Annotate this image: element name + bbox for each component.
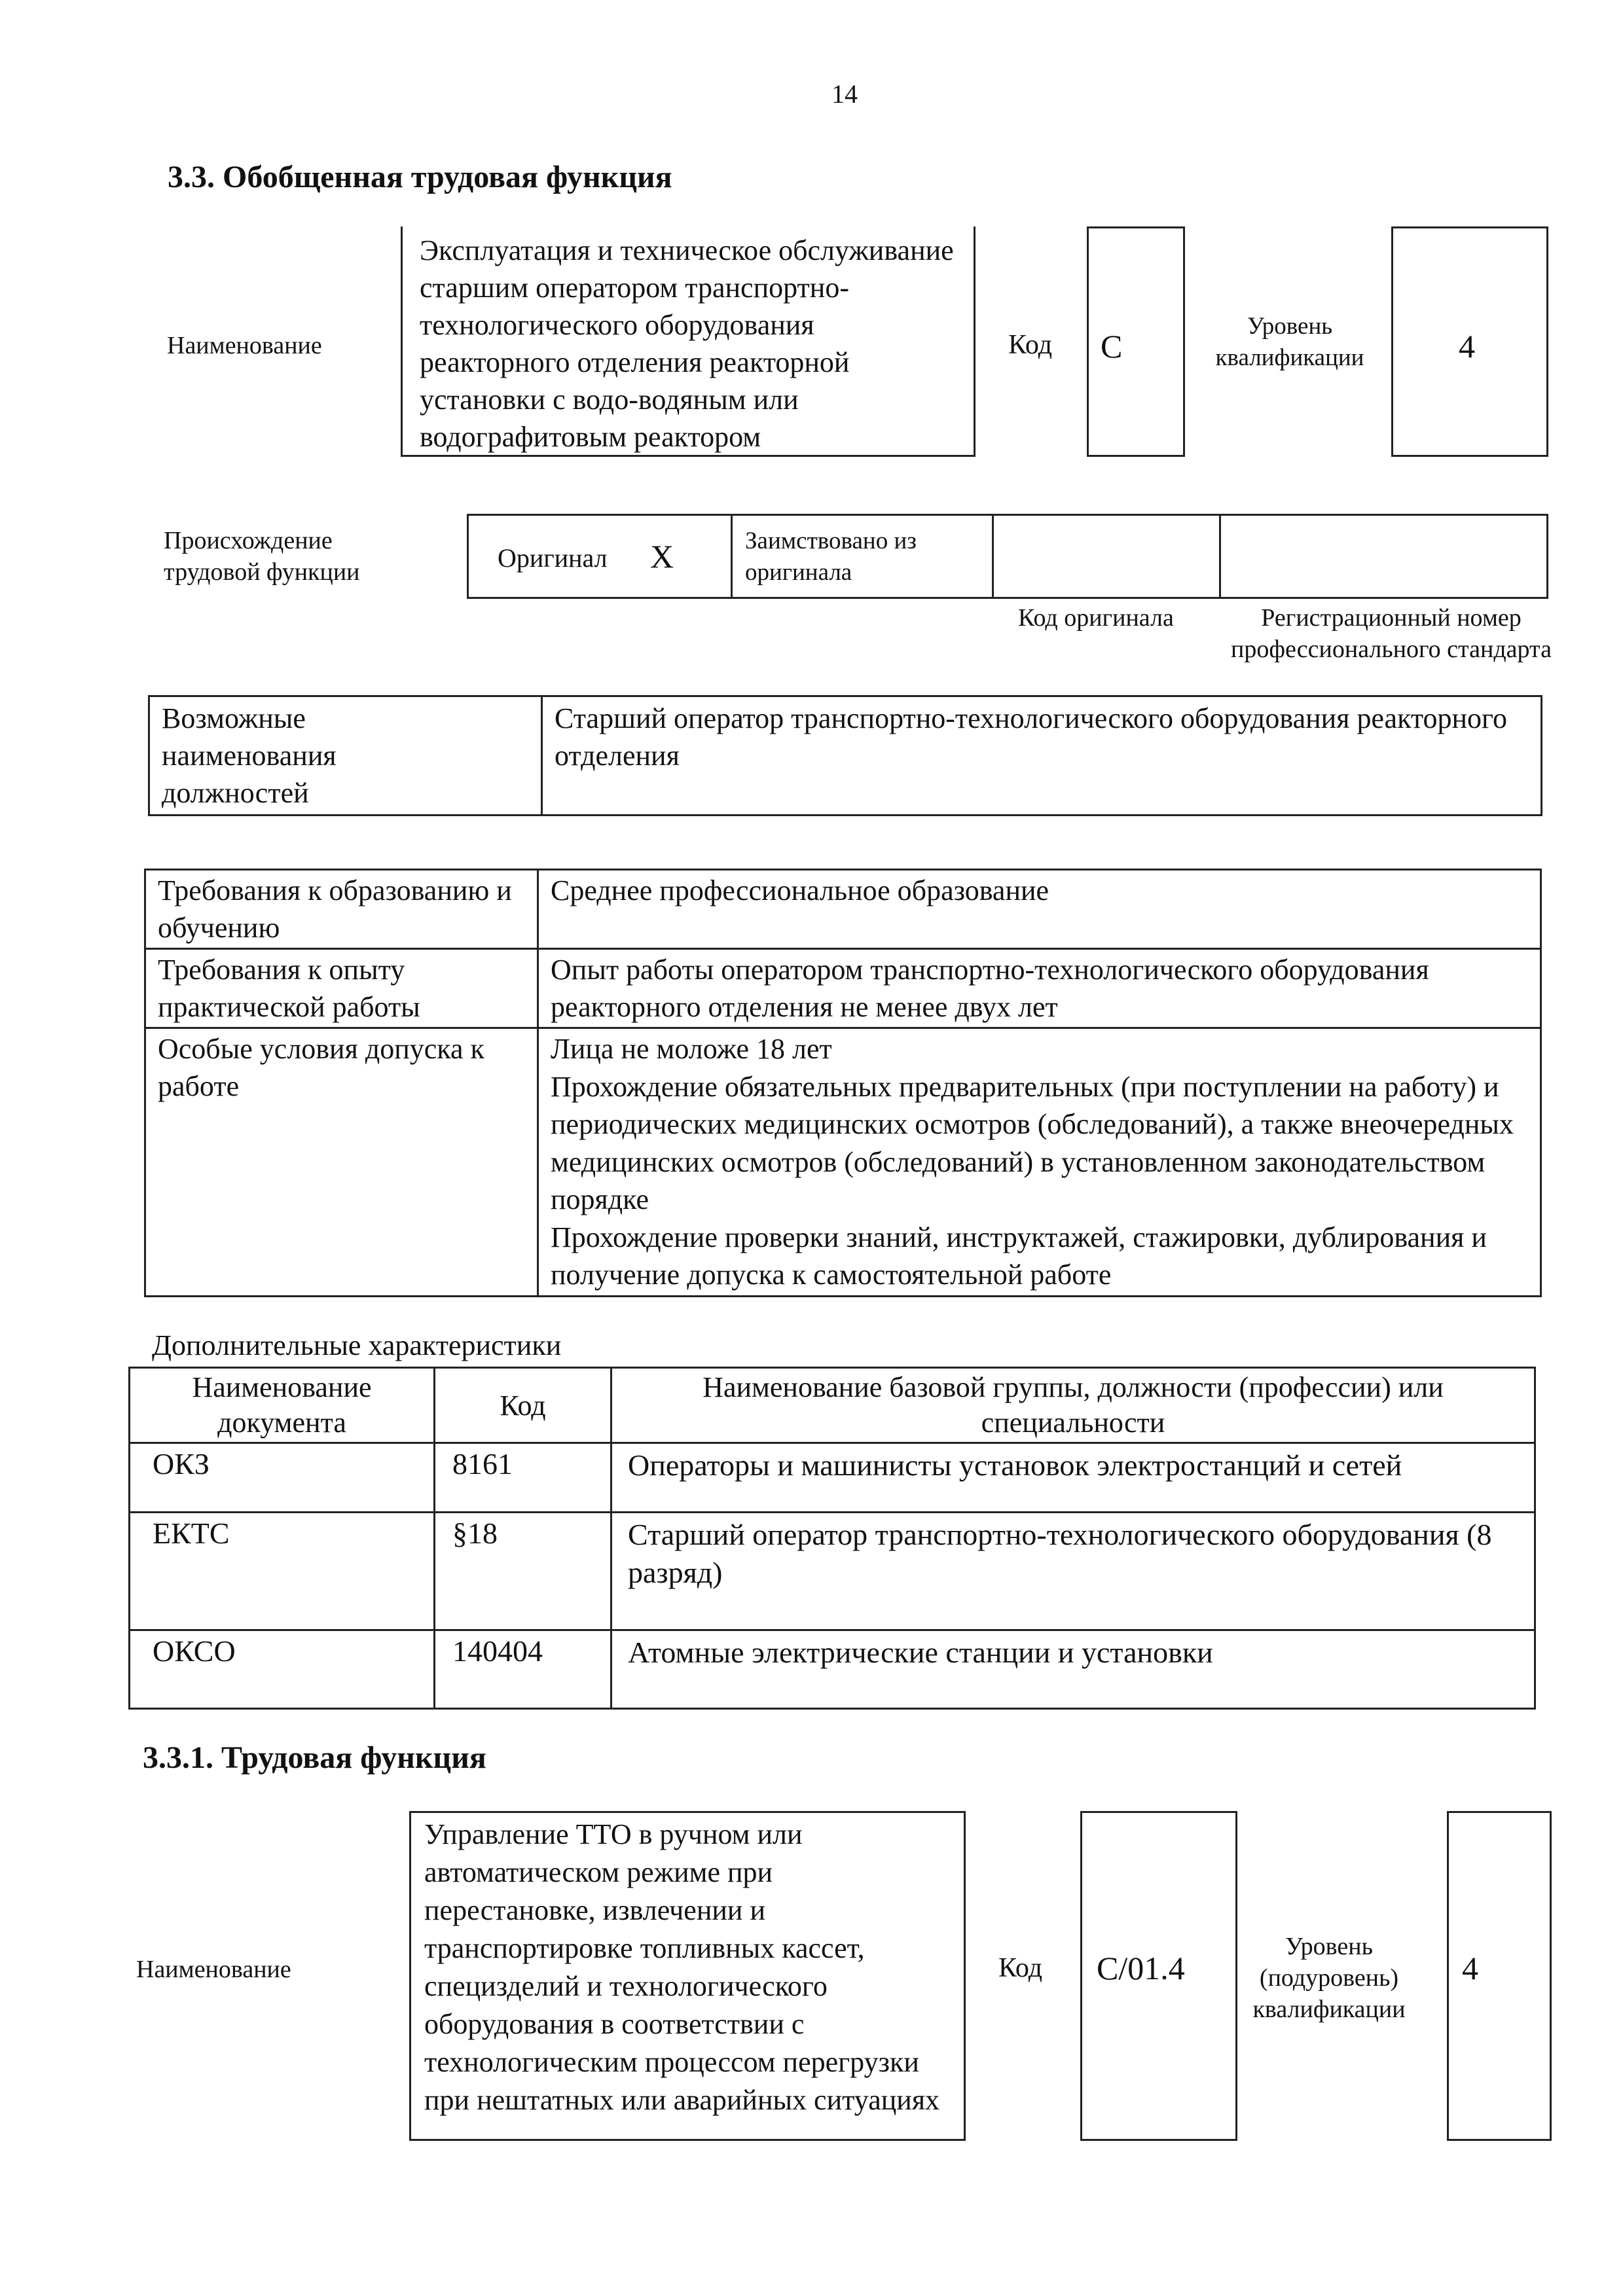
requirement-label: Требования к опыту практической работы [158, 954, 420, 1023]
sub-level-label: Уровень (подуровень) квалификации [1252, 1933, 1406, 2023]
additional-title: Дополнительные характеристики [152, 1329, 562, 1361]
requirement-label: Особые условия допуска к работе [158, 1033, 484, 1102]
origin-divider-2 [992, 514, 994, 599]
origin-divider-3 [1219, 514, 1221, 599]
sub-function-name-value: Управление ТТО в ручном или автоматическом режиме при перестановке, извлечении и транспортировке топливных кассет, специзделий и технологического оборудования в соответствии с технологическим процессом перегрузки при нештатных или аварийных ситуациях [424, 1818, 940, 2116]
requirement-value: Среднее профессиональное образование [551, 874, 1049, 906]
group-name-cell: Старший оператор транспортно-технологического оборудования (8 разряд) [628, 1518, 1492, 1589]
header-doc-name: Наименование документа [192, 1371, 372, 1439]
original-mark: X [650, 538, 674, 575]
additional-header-row [130, 1368, 1535, 1443]
group-name-cell: Операторы и машинисты установок электростанций и сетей [628, 1448, 1402, 1482]
sub-code-box [1080, 1811, 1237, 2141]
sub-code-label: Код [998, 1953, 1043, 1983]
page-number: 14 [831, 79, 858, 109]
reg-number-caption: Регистрационный номер профессионального стандарта [1231, 604, 1552, 663]
doc-name-cell: ОКЗ [153, 1447, 210, 1480]
function-name-box [401, 226, 976, 457]
sub-name-label: Наименование [136, 1956, 291, 1983]
name-label: Наименование [167, 332, 322, 359]
requirement-row [145, 870, 1541, 949]
code-value: C [1101, 328, 1123, 365]
code-label: Код [1008, 330, 1053, 360]
code-original-caption: Код оригинала [1018, 604, 1174, 632]
function-name-value: Эксплуатация и техническое обслуживание старшим оператором транспортно-технологического оборудования реакторного отделения реакторной установки с водо-водяным или водографитовым реактором [420, 234, 954, 453]
doc-name-cell: ЕКТС [153, 1516, 230, 1550]
header-code: Код [500, 1389, 546, 1422]
code-cell: §18 [452, 1516, 498, 1550]
requirement-value: Лица не моложе 18 лет Прохождение обязательных предварительных (при поступлении на работу) и периодических медицинских осмотров (обследований), а также внеочередных медицинских осмотров (обследований) в установленном законодательством порядке Прохождение проверки знаний, инструктажей, стажировки, дублирования и получение допуска к самостоятельной работе [551, 1033, 1514, 1291]
requirement-row [145, 1028, 1541, 1297]
original-label: Оригинал [498, 543, 608, 573]
additional-row [130, 1630, 1535, 1709]
origin-box [467, 514, 1548, 599]
sub-function-name-box [409, 1811, 966, 2141]
sub-level-value: 4 [1462, 1950, 1478, 1986]
level-box [1391, 226, 1548, 457]
origin-label: Происхождение трудовой функции [164, 527, 360, 586]
positions-label: Возможные наименования должностей [162, 702, 337, 809]
requirement-row [145, 949, 1541, 1028]
level-value: 4 [1459, 328, 1475, 365]
code-box [1087, 226, 1185, 457]
level-label: Уровень квалификации [1215, 313, 1364, 372]
positions-value: Старший оператор транспортно-технологического оборудования реакторного отделения [555, 702, 1508, 772]
doc-name-cell: ОКСО [153, 1634, 236, 1668]
additional-table [128, 1367, 1536, 1710]
additional-row [130, 1513, 1535, 1630]
origin-divider-1 [731, 514, 733, 599]
header-group-name: Наименование базовой группы, должности (профессии) или специальности [702, 1371, 1444, 1439]
sub-level-box [1447, 1811, 1552, 2141]
additional-row [130, 1443, 1535, 1513]
borrowed-label: Заимствовано из оригинала [745, 528, 917, 586]
requirement-label: Требования к образованию и обучению [158, 874, 512, 944]
requirement-value: Опыт работы оператором транспортно-технологического оборудования реакторного отделения не менее двух лет [551, 954, 1429, 1023]
subsection-heading: 3.3.1. Трудовая функция [143, 1740, 486, 1775]
code-cell: 140404 [452, 1634, 543, 1668]
section-heading: 3.3. Обобщенная трудовая функция [168, 160, 672, 194]
sub-code-value: C/01.4 [1097, 1950, 1185, 1986]
requirements-table [144, 869, 1542, 1297]
code-cell: 8161 [452, 1447, 513, 1480]
group-name-cell: Атомные электрические станции и установки [628, 1636, 1213, 1669]
positions-table [148, 695, 1542, 816]
